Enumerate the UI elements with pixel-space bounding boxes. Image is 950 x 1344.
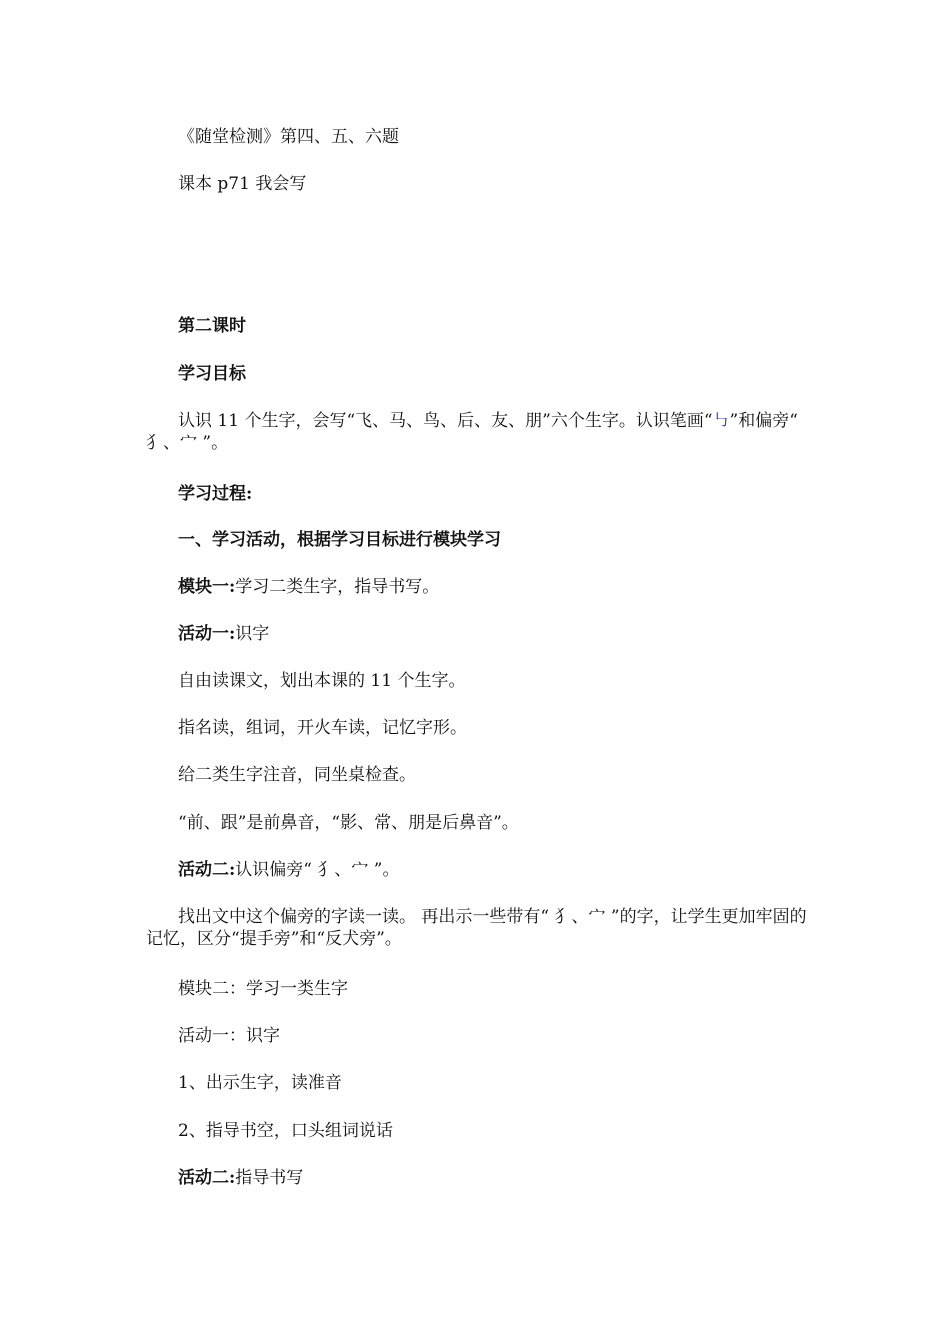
step-name-read: 指名读，组词，开火车读，记忆字形。 (178, 718, 467, 738)
step-pinyin: 给二类生字注音，同坐桌检查。 (178, 765, 416, 785)
goal-text-b: ”和偏旁“ 犭、宀 ”。 (146, 411, 798, 453)
goal-heading: 学习目标 (178, 364, 246, 384)
goal-text-a: 认识 11 个生字，会写“飞、马、鸟、后、友、朋”六个生字。认识笔画“ (178, 411, 713, 431)
module1-text: 学习二类生字，指导书写。 (235, 577, 440, 597)
text-line-textbook: 课本 p71 我会写 (178, 174, 307, 194)
activity2-line (178, 859, 399, 881)
goal-paragraph (146, 410, 811, 454)
module2-step1: 1、出示生字，读准音 (178, 1073, 342, 1093)
activity2-text: 认识偏旁“ 犭、宀 ”。 (235, 860, 400, 880)
step-free-read: 自由读课文，划出本课的 11 个生字。 (178, 671, 466, 691)
module1-line (178, 576, 439, 598)
radical-paragraph: 找出文中这个偏旁的字读一读。 再出示一些带有“ 犭、宀 ”的字，让学生更加牢固的记忆，区分“提手旁”和“反犬旁”。 (146, 907, 807, 949)
module2-activity2-text: 指导书写 (235, 1168, 304, 1188)
module1-label: 模块一: (178, 577, 236, 597)
module2-heading: 模块二：学习一类生字 (178, 979, 348, 999)
module2-activity1: 活动一：识字 (178, 1026, 280, 1046)
module2-step2: 2、指导书空，口头组词说话 (178, 1121, 393, 1141)
activity2-label: 活动二: (178, 860, 236, 880)
stroke-glyph: ㇉ (712, 411, 730, 431)
module2-activity2-line (178, 1167, 303, 1189)
step-nasal: “前、跟”是前鼻音，“影、常、朋是后鼻音”。 (178, 813, 519, 833)
activity1-label: 活动一: (178, 624, 236, 644)
lesson-title: 第二课时 (178, 316, 246, 336)
activity1-text: 识字 (235, 624, 270, 644)
section-heading: 一、学习活动，根据学习目标进行模块学习 (178, 530, 501, 550)
process-heading: 学习过程: (178, 484, 253, 504)
module2-activity2-label: 活动二: (178, 1168, 236, 1188)
activity1-line (178, 623, 269, 645)
text-line-quiz: 《随堂检测》第四、五、六题 (178, 127, 399, 147)
